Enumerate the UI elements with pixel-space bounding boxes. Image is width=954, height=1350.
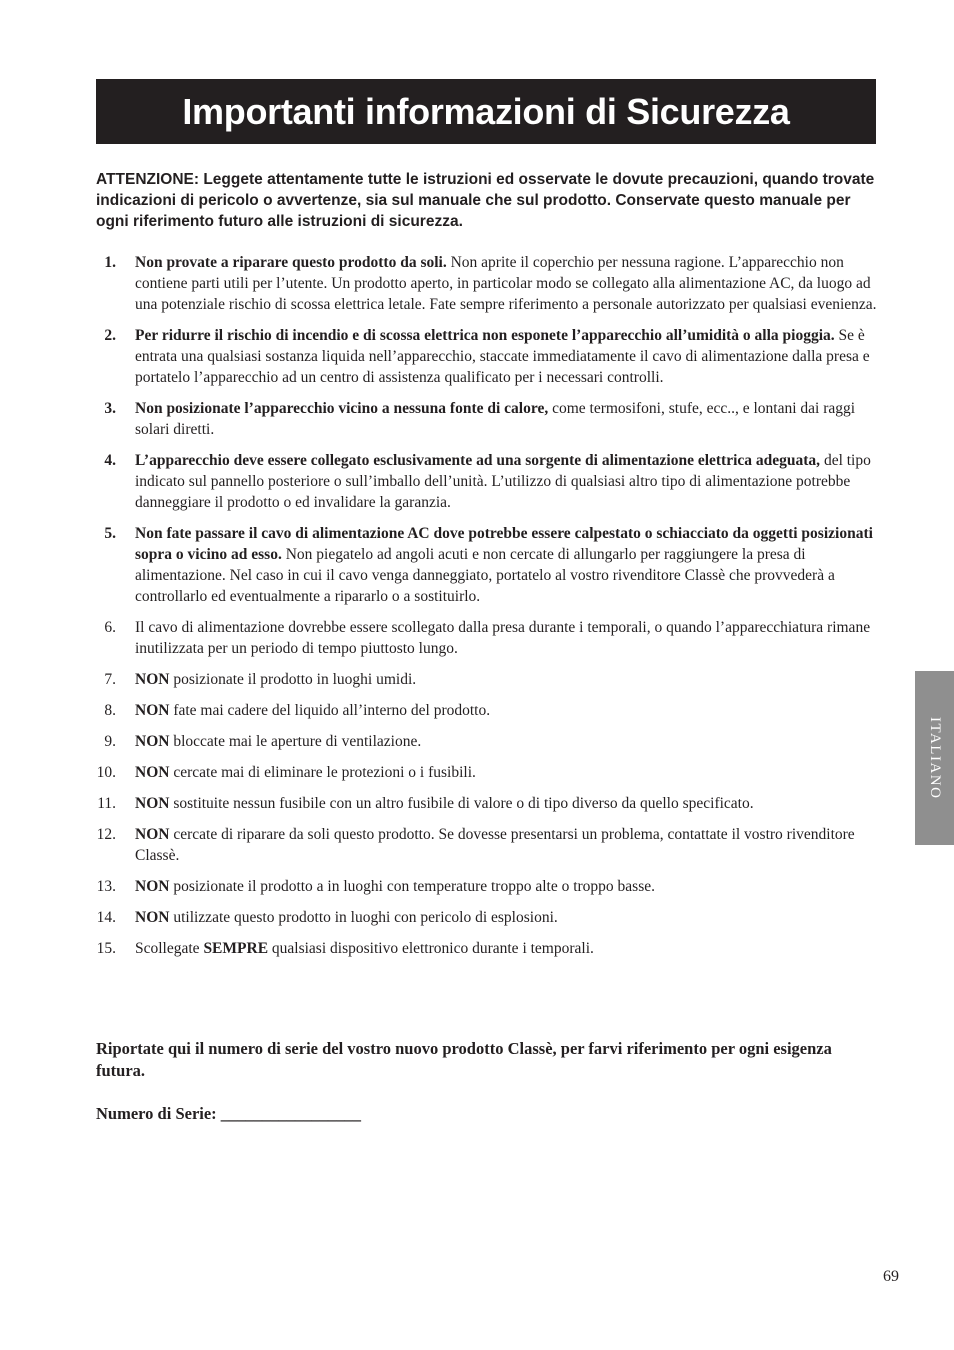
title-bar [96,79,876,144]
list-item-text: Se è entrata una qualsiasi sostanza liquida nell’apparecchio, staccate immediatamente il cavo di alimentazione dalla presa e portatelo l’apparecchio ad un centro di assistenza qualificato per i necessari controlli. [135,327,870,386]
list-item-emphasis: Non provate a riparare questo prodotto da soli. [135,254,447,271]
list-item [96,907,886,928]
list-item [96,669,886,690]
list-item [96,523,886,607]
list-item-emphasis: SEMPRE [203,940,269,957]
list-item-text: Non aprite il coperchio per nessuna ragione. L’apparecchio non contiene parti utili per l’utente. Un prodotto aperto, in particolar modo se collegato alla alimentazione AC, da luogo ad una potenziale rischio di scossa elettrica letale. Fate sempre riferimento a personale autorizzato per qualsiasi evenienza. [135,254,877,313]
list-item-text: fate mai cadere del liquido all’interno del prodotto. [169,702,491,719]
list-item-emphasis: NON [135,733,170,750]
list-item-emphasis: NON [135,909,170,926]
list-item-text: Non piegatelo ad angoli acuti e non cercate di allungarlo per raggiungere la presa di alimentazione. Nel caso in cui il cavo venga danneggiato, portatelo al vostro rivenditore Classè che provvederà a controllarlo ed eventualmente a ripararlo o a sostituirlo. [135,546,835,605]
serial-number-note: Riportate qui il numero di serie del vostro nuovo prodotto Classè, per farvi riferimento per ogni esigenza futura. [96,1039,832,1080]
list-item [96,793,886,814]
list-item [96,325,886,388]
list-item-number: 8. [104,702,116,719]
list-item-text: come termosifoni, stufe, ecc.., e lontani dai raggi solari diretti. [135,400,856,438]
list-item-text: Il cavo di alimentazione dovrebbe essere scollegato dalla presa durante i temporali, o quando l’apparecchiatura rimane inutilizzata per un periodo di tempo piuttosto lungo. [135,619,871,657]
list-item-number: 3. [104,400,116,417]
list-item-emphasis: Per ridurre il rischio di incendio e di scossa elettrica non esponete l’apparecchio all’umidità o alla pioggia. [135,327,835,344]
list-item-emphasis: NON [135,702,170,719]
list-item [96,450,886,513]
list-item-number: 14. [96,909,116,926]
list-item-emphasis: Non posizionate l’apparecchio vicino a nessuna fonte di calore, [135,400,549,417]
list-item [96,876,886,897]
list-item-text: cercate mai di eliminare le protezioni o i fusibili. [169,764,476,781]
list-item [96,252,886,315]
list-item-emphasis: NON [135,826,170,843]
list-item-number: 9. [104,733,116,750]
list-item-number: 13. [96,878,116,895]
list-item [96,700,886,721]
list-item-text: utilizzate questo prodotto in luoghi con pericolo di esplosioni. [169,909,558,926]
list-item-number: 1. [104,254,116,271]
list-item-number: 10. [96,764,116,781]
list-item-text: sostituite nessun fusibile con un altro fusibile di valore o di tipo diverso da quello specificato. [169,795,754,812]
list-item-number: 12. [96,826,116,843]
page-title: Importanti informazioni di Sicurezza [182,90,790,132]
list-item-number: 5. [104,525,116,542]
list-item [96,824,886,866]
list-item [96,398,886,440]
list-item-emphasis: NON [135,671,170,688]
list-item-text: cercate di riparare da soli questo prodotto. Se dovesse presentarsi un problema, contattate il vostro rivenditore Classè. [135,826,855,864]
list-item-number: 15. [96,940,116,957]
list-item-text: posizionate il prodotto in luoghi umidi. [169,671,417,688]
page-number: 69 [883,1268,899,1285]
list-item [96,617,886,659]
list-item [96,762,886,783]
serial-number-field: Numero di Serie: _________________ [96,1104,362,1123]
list-item-emphasis: NON [135,764,170,781]
list-item-emphasis: L’apparecchio deve essere collegato esclusivamente ad una sorgente di alimentazione elettrica adeguata, [135,452,821,469]
list-item-number: 7. [104,671,116,688]
list-item-number: 6. [104,619,116,636]
list-item [96,938,886,959]
list-item-emphasis: Non fate passare il cavo di alimentazione AC dove potrebbe essere calpestato o schiacciato da oggetti posizionati sopra o vicino ad esso. [135,525,873,563]
list-item-number: 4. [104,452,116,469]
list-item [96,731,886,752]
list-item-emphasis: NON [135,795,170,812]
language-tab-label: ITALIANO [927,716,943,800]
list-item-text: posizionate il prodotto a in luoghi con temperature troppo alte o troppo basse. [169,878,656,895]
list-item-text: qualsiasi dispositivo elettronico durante i temporali. [268,940,594,957]
safety-instructions-list [96,252,886,969]
language-side-tab [915,671,954,845]
warning-intro: ATTENZIONE: Leggete attentamente tutte le istruzioni ed osservate le dovute precauzioni, quando trovate indicazioni di pericolo o avvertenze, sia sul manuale che sul prodotto. Conservate questo manuale per ogni riferimento futuro alle istruzioni di sicurezza. [96,171,875,230]
list-item-number: 2. [104,327,116,344]
list-item-text: Scollegate [135,940,204,957]
list-item-emphasis: NON [135,878,170,895]
list-item-number: 11. [97,795,116,812]
list-item-text: bloccate mai le aperture di ventilazione. [169,733,422,750]
list-item-text: del tipo indicato sul pannello posteriore o sull’imballo dell’unità. L’utilizzo di qualsiasi altro tipo di alimentazione potrebbe danneggiare il prodotto o ed invalidare la garanzia. [135,452,871,511]
